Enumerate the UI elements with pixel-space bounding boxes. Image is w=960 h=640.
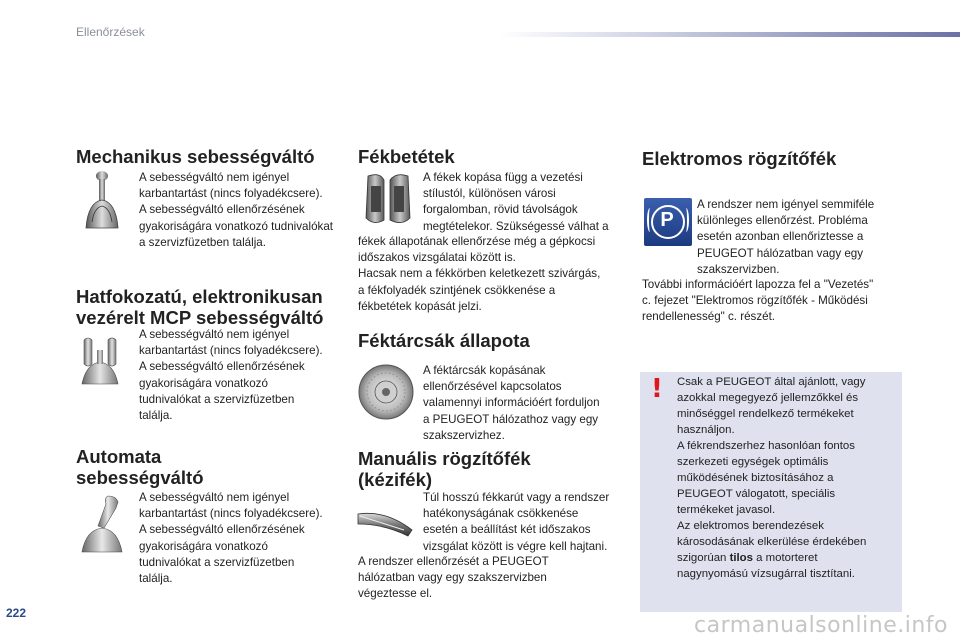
- mech-gearbox-title: Mechanikus sebességváltó: [76, 146, 315, 167]
- brake-discs-title: Féktárcsák állapota: [358, 330, 530, 351]
- epb-text-short: A rendszer nem igényel semmiféle különleges ellenőrzést. Probléma esetén azonban ellenőriztesse a PEUGEOT hálózatban vagy egy szakszervizben.: [697, 198, 875, 276]
- handbrake-lever-icon: [356, 504, 416, 540]
- electric-parking-brake-title: Elektromos rögzítőfék: [642, 148, 837, 169]
- section-header: Ellenőrzések: [76, 25, 145, 39]
- watermark: carmanualsonline.info: [694, 613, 948, 638]
- mcp-gearbox-text: A sebességváltó nem igényel karbantartást (nincs folyadékcsere). A sebességváltó ellenőrzésének gyakoriságára vonatkozó tudnivalókat a szervizfüzetben találja.: [139, 328, 323, 423]
- warning-note-text: Csak a PEUGEOT által ajánlott, vagy azokkal megegyező jellemzőkkel és minőséggel rendelkező termékeket használjon. A fékrendszerhez hasonlóan fontos szerkezeti egységek optimális működésének biztosításához a PEUGEOT válogatott, speciális termékeket javasol. Az elektromos berendezések károsodásának elkerülése érdekében szigorúan tilos a motorteret nagynyomású vízsugárral tisztítani.: [677, 376, 867, 580]
- brake-disc-icon: [356, 362, 416, 422]
- handbrake-text-short: Túl hosszú fékkarút vagy a rendszer hatékonyságának csökkenése esetén a beállítást két időszakos vizsgálat között is végre kell hajtani.: [423, 491, 610, 553]
- header-bar: [500, 32, 960, 37]
- page-number: 222: [6, 606, 27, 620]
- brake-discs-text: A féktárcsák kopásának ellenőrzésével kapcsolatos valamennyi információért forduljon a PEUGEOT hálózathoz vagy egy szakszervizhez.: [423, 364, 600, 442]
- mech-gearbox-text: A sebességváltó nem igényel karbantartást (nincs folyadékcsere). A sebességváltó ellenőrzésének gyakoriságára vonatkozó tudnivalókat a szervizfüzetben találja.: [139, 171, 333, 249]
- epb-text-full: További információért lapozza fel a "Vezetés" c. fejezet "Elektromos rögzítőfék - Működési rendellenesség" c. részét.: [642, 278, 874, 324]
- parking-brake-p-icon: P: [644, 198, 692, 246]
- exclamation-icon: !: [651, 374, 663, 404]
- manual-gear-lever-icon: [80, 170, 124, 232]
- mcp-gearbox-title: Hatfokozatú, elektronikusan vezérelt MCP sebességváltó: [76, 286, 324, 328]
- brake-pads-text-short: A fékek kopása függ a vezetési stílustól, különösen városi forgalomban, rövid távolságok megtételekor. Szükségessé válhat a: [423, 171, 609, 233]
- automatic-gearbox-text: A sebességváltó nem igényel karbantartást (nincs folyadékcsere). A sebességváltó ellenőrzésének gyakoriságára vonatkozó tudnivalókat a szervizfüzetben találja.: [139, 491, 323, 586]
- brake-pads-text-full: fékek állapotának ellenőrzése még a gépkocsi időszakos vizsgálatai között is. Hacsak nem a fékkörben keletkezett szivárgás, a fékfolyadék szintjének csökkenése a fékbetétek kopását jelzi.: [358, 235, 601, 313]
- handbrake-text-full: A rendszer ellenőrzését a PEUGEOT hálózatban vagy egy szakszervizben végeztesse el.: [358, 555, 549, 601]
- brake-pads-icon: [360, 170, 414, 228]
- brake-pads-title: Fékbetétek: [358, 146, 455, 167]
- handbrake-title: Manuális rögzítőfék (kézifék): [358, 448, 531, 490]
- automatic-gearbox-title: Automata sebességváltó: [76, 446, 204, 488]
- automatic-gear-selector-icon: [78, 492, 126, 554]
- paddle-shift-icon: [78, 334, 128, 386]
- warning-note-box: [640, 372, 902, 612]
